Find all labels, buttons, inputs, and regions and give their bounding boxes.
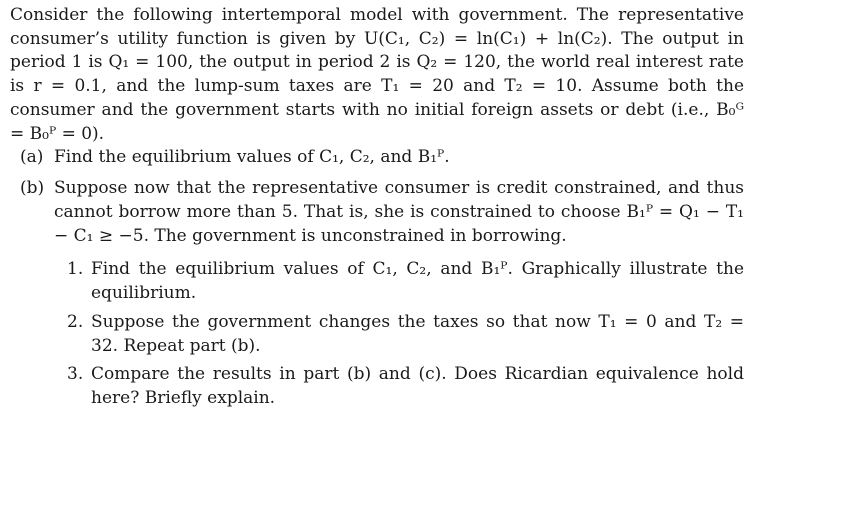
subpart-3-label: 3.	[67, 364, 84, 384]
subpart-2-text: Suppose the government changes the taxes so that now T₁ = 0 and T₂ = 32. Repeat part (b).	[91, 312, 744, 356]
subpart-2	[67, 310, 744, 358]
problem-intro: Consider the following intertemporal model with government. The representative consumer’s utility function is given by U(C₁, C₂) = ln(C₁) + ln(C₂). The output in period 1 is Q₁ = 100, the output in period 2 is Q₂ = 120, the world real interest rate is r = 0.1, and the lump-sum taxes are T₁ = 20 and T₂ = 10. Assume both the consumer and the government starts with no initial foreign assets or debt (i.e., B₀ᴳ = B₀ᴾ = 0).	[10, 5, 744, 144]
part-a-label: (a)	[20, 147, 44, 167]
subpart-2-label: 2.	[67, 312, 84, 332]
subpart-1	[67, 257, 744, 305]
part-a-text: Find the equilibrium values of C₁, C₂, and B₁ᴾ.	[54, 147, 450, 167]
part-a	[20, 145, 744, 169]
part-b-text: Suppose now that the representative consumer is credit constrained, and thus cannot borrow more than 5. That is, she is constrained to choose B₁ᴾ = Q₁ − T₁ − C₁ ≥ −5. The government is unconstrained in borrowing.	[54, 178, 744, 246]
subpart-1-label: 1.	[67, 259, 84, 279]
subpart-3-text: Compare the results in part (b) and (c). Does Ricardian equivalence hold here? Briefly explain.	[91, 364, 744, 408]
part-b-label: (b)	[20, 178, 45, 198]
part-b	[20, 176, 744, 248]
subpart-1-text: Find the equilibrium values of C₁, C₂, and B₁ᴾ. Graphically illustrate the equilibrium.	[91, 259, 744, 303]
subpart-3	[67, 362, 744, 410]
